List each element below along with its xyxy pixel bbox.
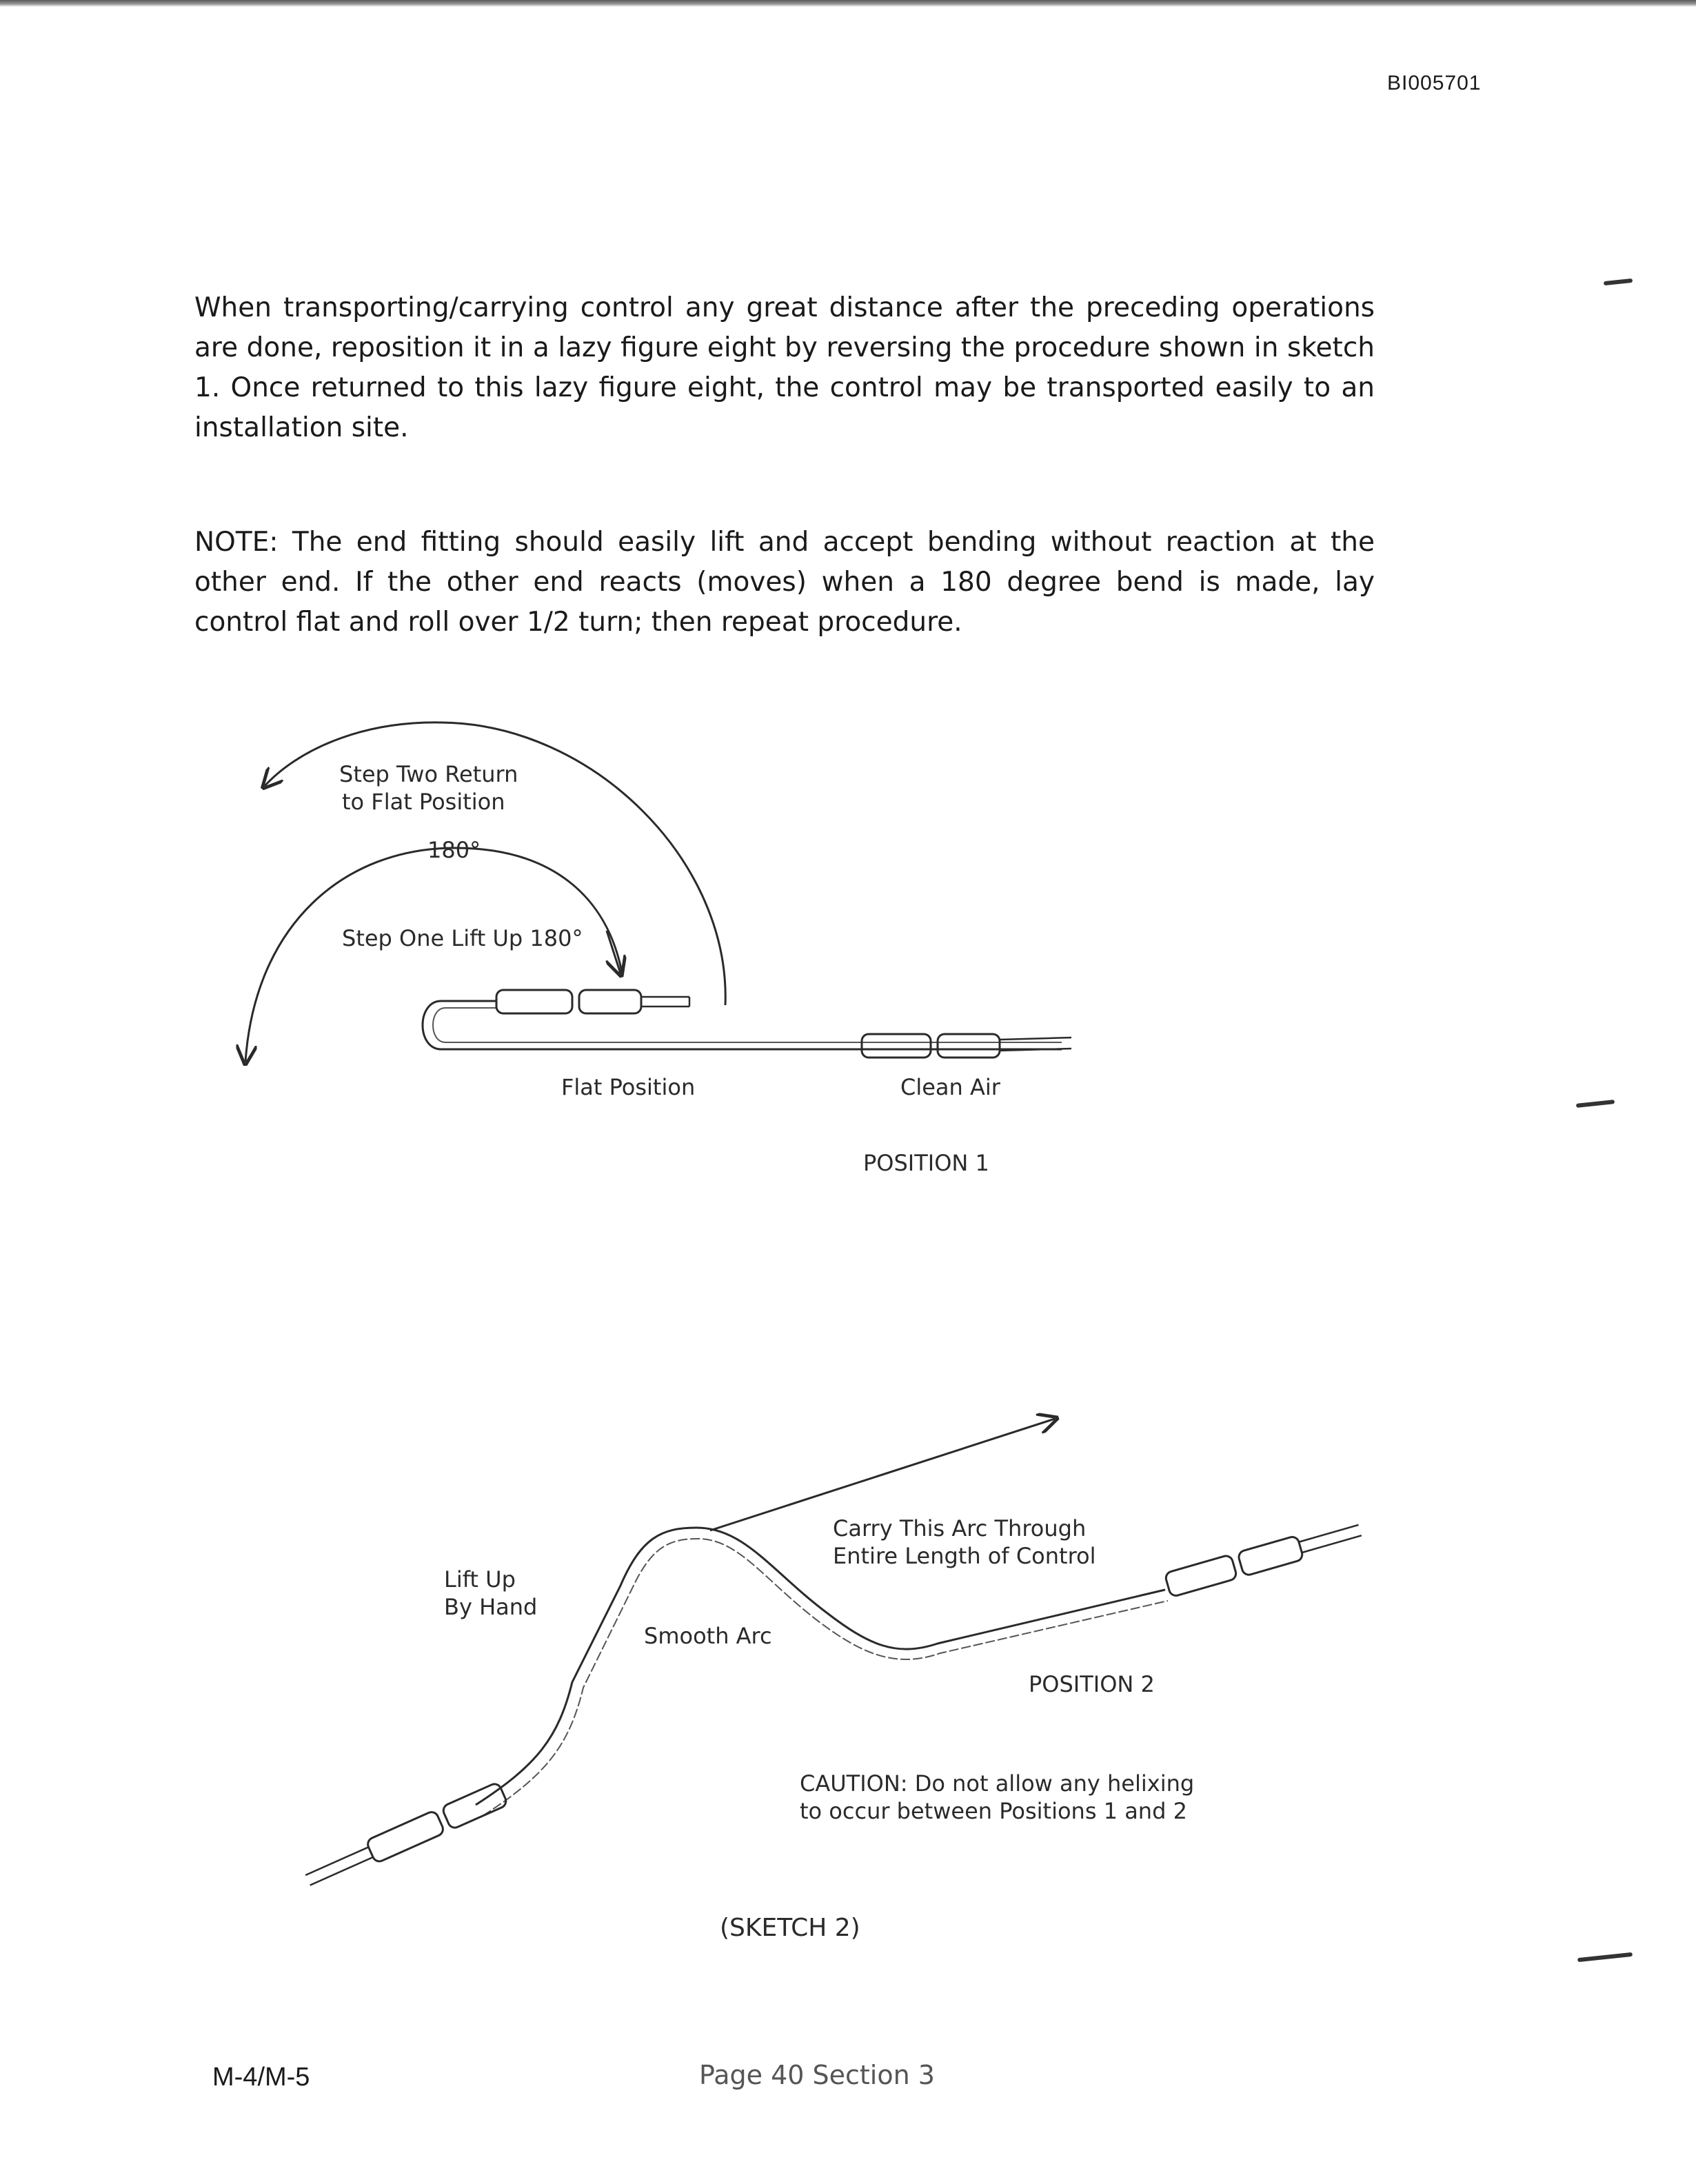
smooth-arc-cable-outer (476, 1528, 1165, 1805)
lift-up-label-line2: By Hand (444, 1594, 538, 1620)
caution-label-line1: CAUTION: Do not allow any helixing (800, 1770, 1195, 1797)
step-two-label-line2: to Flat Position (342, 789, 505, 815)
document-id: BI005701 (1387, 72, 1482, 94)
lower-left-end-fitting (303, 1782, 508, 1892)
upper-end-fitting (496, 990, 689, 1013)
sketch-caption: (SKETCH 2) (720, 1914, 860, 1942)
carry-arc-label-line1: Carry This Arc Through (833, 1515, 1087, 1541)
carry-arc-arrow (710, 1419, 1055, 1530)
position-1-figure (245, 722, 1071, 1176)
upper-right-end-fitting (1164, 1518, 1364, 1597)
caution-label-line2: to occur between Positions 1 and 2 (800, 1798, 1187, 1824)
position-2-figure (303, 1419, 1363, 1892)
footer-page-number: Page 40 Section 3 (699, 2060, 935, 2090)
far-end-fitting (862, 1034, 1071, 1058)
note-paragraph: NOTE: The end fitting should easily lift and accept bending without reaction at the other end. If the other end reacts (moves) when a 180 degree bend is made, lay control flat and roll over 1/2 turn; then repeat procedure. (194, 527, 1375, 638)
angle-180-label: 180° (427, 837, 481, 863)
clean-air-label: Clean Air (900, 1074, 1000, 1100)
step-two-label-line1: Step Two Return (339, 761, 518, 787)
step-one-label: Step One Lift Up 180° (342, 925, 583, 951)
lift-up-label-line1: Lift Up (444, 1566, 516, 1593)
flat-position-label: Flat Position (561, 1074, 696, 1100)
footer-model: M-4/M-5 (212, 2063, 310, 2092)
transport-instructions-paragraph: When transporting/carrying control any great distance after the preceding operations are done, reposition it in a lazy figure eight by reversing the procedure shown in sketch 1. Once returned to this lazy figure eight, the control may be transported easily to an installation site. (194, 292, 1375, 443)
position-1-caption: POSITION 1 (863, 1150, 989, 1176)
smooth-arc-label: Smooth Arc (644, 1623, 772, 1649)
position-2-caption: POSITION 2 (1029, 1671, 1155, 1697)
carry-arc-label-line2: Entire Length of Control (833, 1543, 1096, 1569)
step-one-arrow-tip (607, 931, 620, 973)
